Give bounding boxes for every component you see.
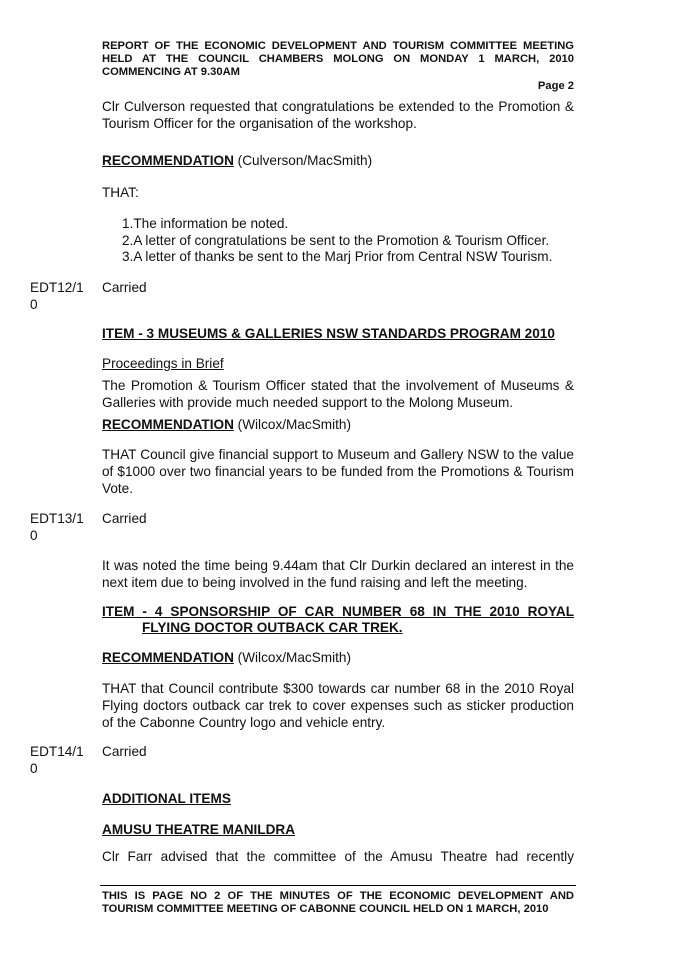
carried-status: Carried: [102, 744, 147, 759]
list-item: 3.A letter of thanks be sent to the Marj Prior from Central NSW Tourism.: [122, 249, 553, 264]
item-4-title-line-1: ITEM - 4 SPONSORSHIP OF CAR NUMBER 68 IN THE 2010 ROYAL: [102, 604, 574, 619]
recommendation-3-heading: [102, 649, 351, 666]
list-item: 1.The information be noted.: [122, 216, 289, 231]
item-3-heading: [102, 325, 555, 342]
recommendation-label: RECOMMENDATION: [102, 650, 234, 665]
item-3-title: ITEM - 3 MUSEUMS & GALLERIES NSW STANDARDS PROGRAM 2010: [102, 326, 555, 341]
recommendation-label: RECOMMENDATION: [102, 153, 234, 168]
footer-rule: [100, 885, 576, 886]
recommendation-movers: (Wilcox/MacSmith): [233, 650, 351, 665]
interest-note: It was noted the time being 9.44am that Clr Durkin declared an interest in the next item due to being involved in the fund raising and left the meeting.: [102, 558, 574, 590]
item-4-heading: [102, 604, 574, 636]
list-item: 2.A letter of congratulations be sent to the Promotion & Tourism Officer.: [122, 233, 550, 248]
resolution-ref-edt12: [30, 279, 84, 313]
resolution-ref-edt14: [30, 743, 84, 777]
item-4-title-line-2: FLYING DOCTOR OUTBACK CAR TREK.: [142, 620, 403, 635]
header-line-1: REPORT OF THE ECONOMIC DEVELOPMENT AND TOURISM COMMITTEE MEETING: [102, 40, 574, 52]
carried-status: Carried: [102, 511, 147, 526]
additional-items-title: ADDITIONAL ITEMS: [102, 791, 231, 806]
recommendation-1-that: THAT:: [102, 185, 139, 200]
resolution-ref-line: 0: [30, 528, 38, 543]
header-line-2: HELD AT THE COUNCIL CHAMBERS MOLONG ON MONDAY 1 MARCH, 2010: [102, 53, 574, 65]
resolution-ref-edt13: [30, 510, 84, 544]
proceedings-in-brief: Proceedings in Brief: [102, 356, 224, 371]
intro-paragraph: Clr Culverson requested that congratulations be extended to the Promotion & Tourism Officer for the organisation of the workshop.: [102, 99, 574, 131]
header-line-3: COMMENCING AT 9.30AM: [102, 66, 240, 78]
recommendation-movers: (Culverson/MacSmith): [233, 153, 373, 168]
resolution-ref-line: 0: [30, 297, 38, 312]
report-header: [102, 40, 574, 79]
resolution-ref-line: EDT14/1: [30, 744, 84, 759]
additional-items-heading: [102, 790, 231, 807]
item-3-paragraph: The Promotion & Tourism Officer stated that the involvement of Museums & Galleries with provide much needed support to the Molong Museum.: [102, 378, 574, 410]
recommendation-3-text: THAT that Council contribute $300 towards car number 68 in the 2010 Royal Flying doctors outback car trek to cover expenses such as sticker production of the Cabonne Country logo and vehicle entry.: [102, 681, 574, 730]
recommendation-2-heading: [102, 416, 351, 433]
amusu-paragraph: Clr Farr advised that the committee of the Amusu Theatre had recently: [102, 849, 574, 864]
resolution-ref-line: EDT13/1: [30, 511, 84, 526]
carried-status: Carried: [102, 280, 147, 295]
amusu-theatre-title: AMUSU THEATRE MANILDRA: [102, 822, 296, 837]
resolution-ref-line: 0: [30, 761, 38, 776]
resolution-ref-line: EDT12/1: [30, 280, 84, 295]
page-number: Page 2: [537, 80, 574, 92]
page-footer: THIS IS PAGE NO 2 OF THE MINUTES OF THE ECONOMIC DEVELOPMENT AND TOURISM COMMITTEE MEETING OF CABONNE COUNCIL HELD ON 1 MARCH, 2010: [102, 890, 574, 915]
amusu-theatre-heading: [102, 821, 295, 838]
recommendation-1-heading: [102, 152, 372, 169]
recommendation-2-text: THAT Council give financial support to Museum and Gallery NSW to the value of $1000 over two financial years to be funded from the Promotions & Tourism Vote.: [102, 447, 574, 496]
recommendation-movers: (Wilcox/MacSmith): [233, 417, 351, 432]
recommendation-label: RECOMMENDATION: [102, 417, 234, 432]
